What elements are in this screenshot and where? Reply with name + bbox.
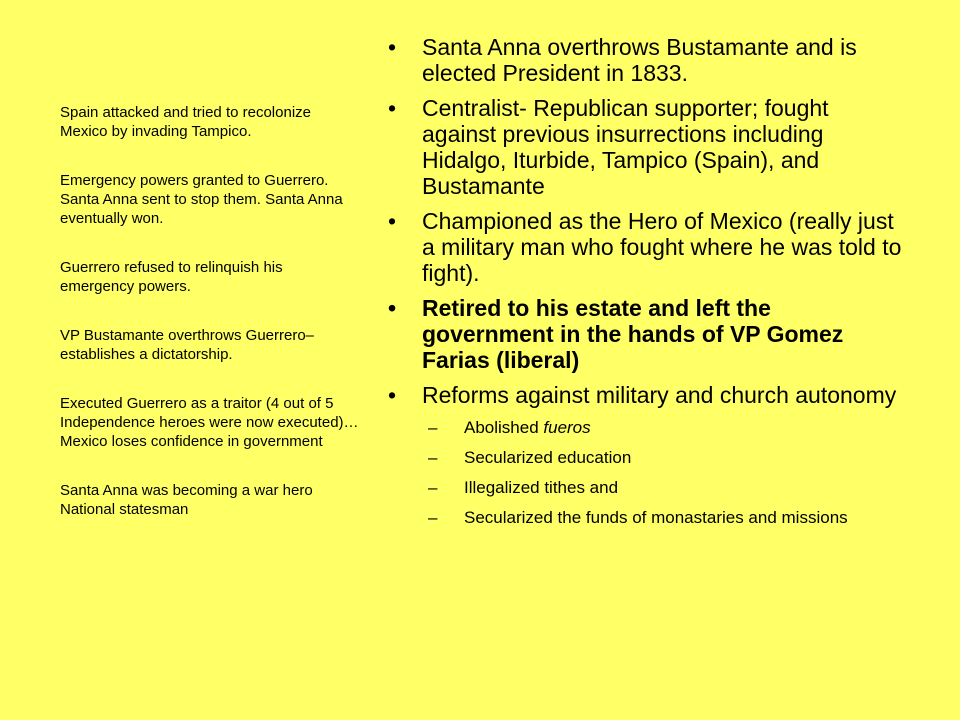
dash-icon: – [428, 448, 438, 467]
sub-bullet-item [388, 447, 908, 468]
bullet-dot-icon: • [388, 295, 397, 321]
bullet-dot-icon: • [388, 34, 397, 60]
bullet-text: Championed as the Hero of Mexico (really just a military man who fought where he was told to fight). [422, 208, 902, 286]
dash-icon: – [428, 508, 438, 527]
sub-bullet-list [388, 417, 908, 528]
bullet-text: Retired to his estate and left the government in the hands of VP Gomez Farias (liberal) [422, 295, 844, 373]
sub-bullet-text: Secularized education [464, 448, 632, 467]
left-paragraph-bustamante-overthrows: VP Bustamante overthrows Guerrero– establishes a dictatorship. [60, 327, 315, 363]
bullet-text: Santa Anna overthrows Bustamante and is elected President in 1833. [422, 34, 857, 86]
left-column [60, 103, 360, 549]
bullet-dot-icon: • [388, 208, 397, 234]
left-paragraph-war-hero: Santa Anna was becoming a war hero National statesman [60, 482, 313, 518]
sub-bullet-prefix: Abolished [464, 418, 544, 437]
sub-bullet-item [388, 477, 908, 498]
sub-bullet-item [388, 507, 908, 528]
bullet-text: Centralist- Republican supporter; fought against previous insurrections including Hidalgo, Iturbide, Tampico (Spain), and Bustamante [422, 95, 829, 199]
left-paragraph-guerrero-executed: Executed Guerrero as a traitor (4 out of 5 Independence heroes were now executed)… Mexico loses confidence in government [60, 395, 359, 450]
bullet-item [388, 95, 908, 199]
bullet-text: Reforms against military and church autonomy [422, 382, 897, 408]
left-paragraph-emergency-powers: Emergency powers granted to Guerrero. Santa Anna sent to stop them. Santa Anna eventually won. [60, 172, 343, 227]
left-paragraph-spain-attack: Spain attacked and tried to recolonize Mexico by invading Tampico. [60, 104, 311, 140]
sub-bullet-text: Illegalized tithes and [464, 478, 619, 497]
right-column [388, 34, 908, 537]
bullet-item [388, 382, 908, 408]
bullet-item [388, 34, 908, 86]
dash-icon: – [428, 478, 438, 497]
bullet-item-bold [388, 295, 908, 373]
dash-icon: – [428, 418, 438, 437]
left-paragraph-guerrero-refused: Guerrero refused to relinquish his emergency powers. [60, 259, 283, 295]
sub-bullet-term: fueros [543, 418, 591, 437]
sub-bullet-item [388, 417, 908, 438]
sub-bullet-text: Secularized the funds of monastaries and missions [464, 508, 848, 527]
bullet-dot-icon: • [388, 95, 397, 121]
bullet-dot-icon: • [388, 382, 397, 408]
bullet-item [388, 208, 908, 286]
